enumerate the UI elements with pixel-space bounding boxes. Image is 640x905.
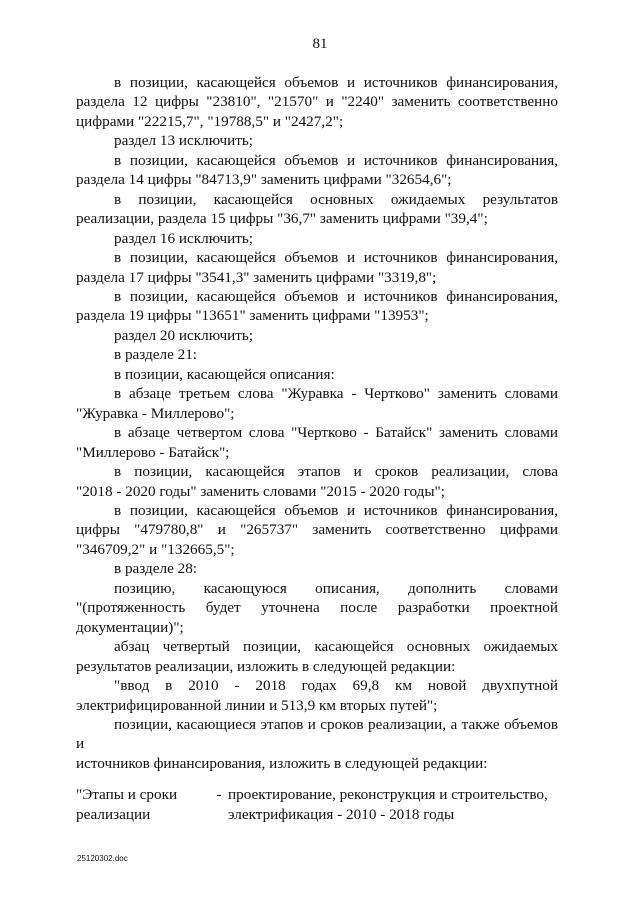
text-line: абзац четвертый позиции, касающейся основных ожидаемых <box>114 638 558 656</box>
text-line: раздел 16 исключить; <box>114 229 254 247</box>
text-line: реализации, раздела 15 цифры "36,7" заменить цифрами "39,4"; <box>76 210 488 228</box>
stages-dash-spacer <box>210 805 228 824</box>
stages-label: "Этапы и сроки <box>76 786 178 804</box>
text-line: цифры "479780,8" и "265737" заменить соответственно цифрами <box>76 521 558 539</box>
text-line: в абзаце третьем слова "Журавка - Чертково" заменить словами <box>114 385 558 403</box>
text-line: в позиции, касающейся объемов и источников финансирования, <box>114 74 558 91</box>
text-line: в позиции, касающейся объемов и источников финансирования, <box>114 249 558 267</box>
text-line: "(протяженность будет уточнена после разработки проектной <box>76 599 558 617</box>
text-line: раздел 13 исключить; <box>114 132 254 150</box>
stages-dash: - <box>216 786 222 804</box>
stages-row-1 <box>76 785 558 804</box>
text-line: в позиции, касающейся объемов и источников финансирования, <box>114 287 558 305</box>
stages-value-cont: электрификация - 2010 - 2018 годы <box>228 805 455 823</box>
text-line: в разделе 21: <box>114 346 198 364</box>
text-line: "Журавка - Миллерово"; <box>76 404 235 422</box>
stages-label-cont: реализации <box>76 805 151 823</box>
text-line: электрифицированной линии и 513,9 км вторых путей"; <box>76 696 438 714</box>
body-text <box>76 73 558 824</box>
file-name-footer: 25120302.doc <box>77 854 128 863</box>
text-line: "ввод в 2010 - 2018 годах 69,8 км новой двухпутной <box>114 677 558 695</box>
text-line: "346709,2" и "132665,5"; <box>76 540 235 558</box>
text-line: раздела 19 цифры "13651" заменить цифрами "13953"; <box>76 307 429 325</box>
section-gap <box>76 773 558 785</box>
text-line: "2018 - 2020 годы" заменить словами "2015 - 2020 годы"; <box>76 482 445 500</box>
text-line: результатов реализации, изложить в следующей редакции: <box>76 657 456 675</box>
text-line: раздела 12 цифры "23810", "21570" и "2240" заменить соответственно <box>76 93 558 111</box>
text-line: раздела 14 цифры "84713,9" заменить цифрами "32654,6"; <box>76 171 452 189</box>
text-line: в позиции, касающейся объемов и источников финансирования, <box>114 151 558 169</box>
text-line: раздела 17 цифры "3541,3" заменить цифрами "3319,8"; <box>76 268 437 286</box>
text-line: в абзаце четвертом слова "Чертково - Батайск" заменить словами <box>114 424 558 442</box>
text-line: в разделе 28: <box>114 560 198 578</box>
text-line: раздел 20 исключить; <box>114 326 254 344</box>
text-line: в позиции, касающейся этапов и сроков реализации, слова <box>114 463 558 481</box>
page-number: 81 <box>312 36 328 52</box>
text-line: в позиции, касающейся объемов и источников финансирования, <box>114 501 558 519</box>
paragraph-lines <box>76 73 558 773</box>
text-line: в позиции, касающейся основных ожидаемых результатов <box>114 190 558 208</box>
text-line: документации)"; <box>76 618 184 636</box>
stages-value: проектирование, реконструкция и строительство, <box>228 786 548 804</box>
stages-row-2 <box>76 805 558 824</box>
text-line: источников финансирования, изложить в следующей редакции: <box>76 754 488 772</box>
text-line: позицию, касающуюся описания, дополнить словами <box>114 579 558 597</box>
text-line: "Миллерово - Батайск"; <box>76 443 230 461</box>
text-line: цифрами "22215,7", "19788,5" и "2427,2"; <box>76 112 344 130</box>
text-line: в позиции, касающейся описания: <box>114 365 335 383</box>
text-line: позиции, касающиеся этапов и сроков реализации, а также объемов и <box>76 715 558 753</box>
